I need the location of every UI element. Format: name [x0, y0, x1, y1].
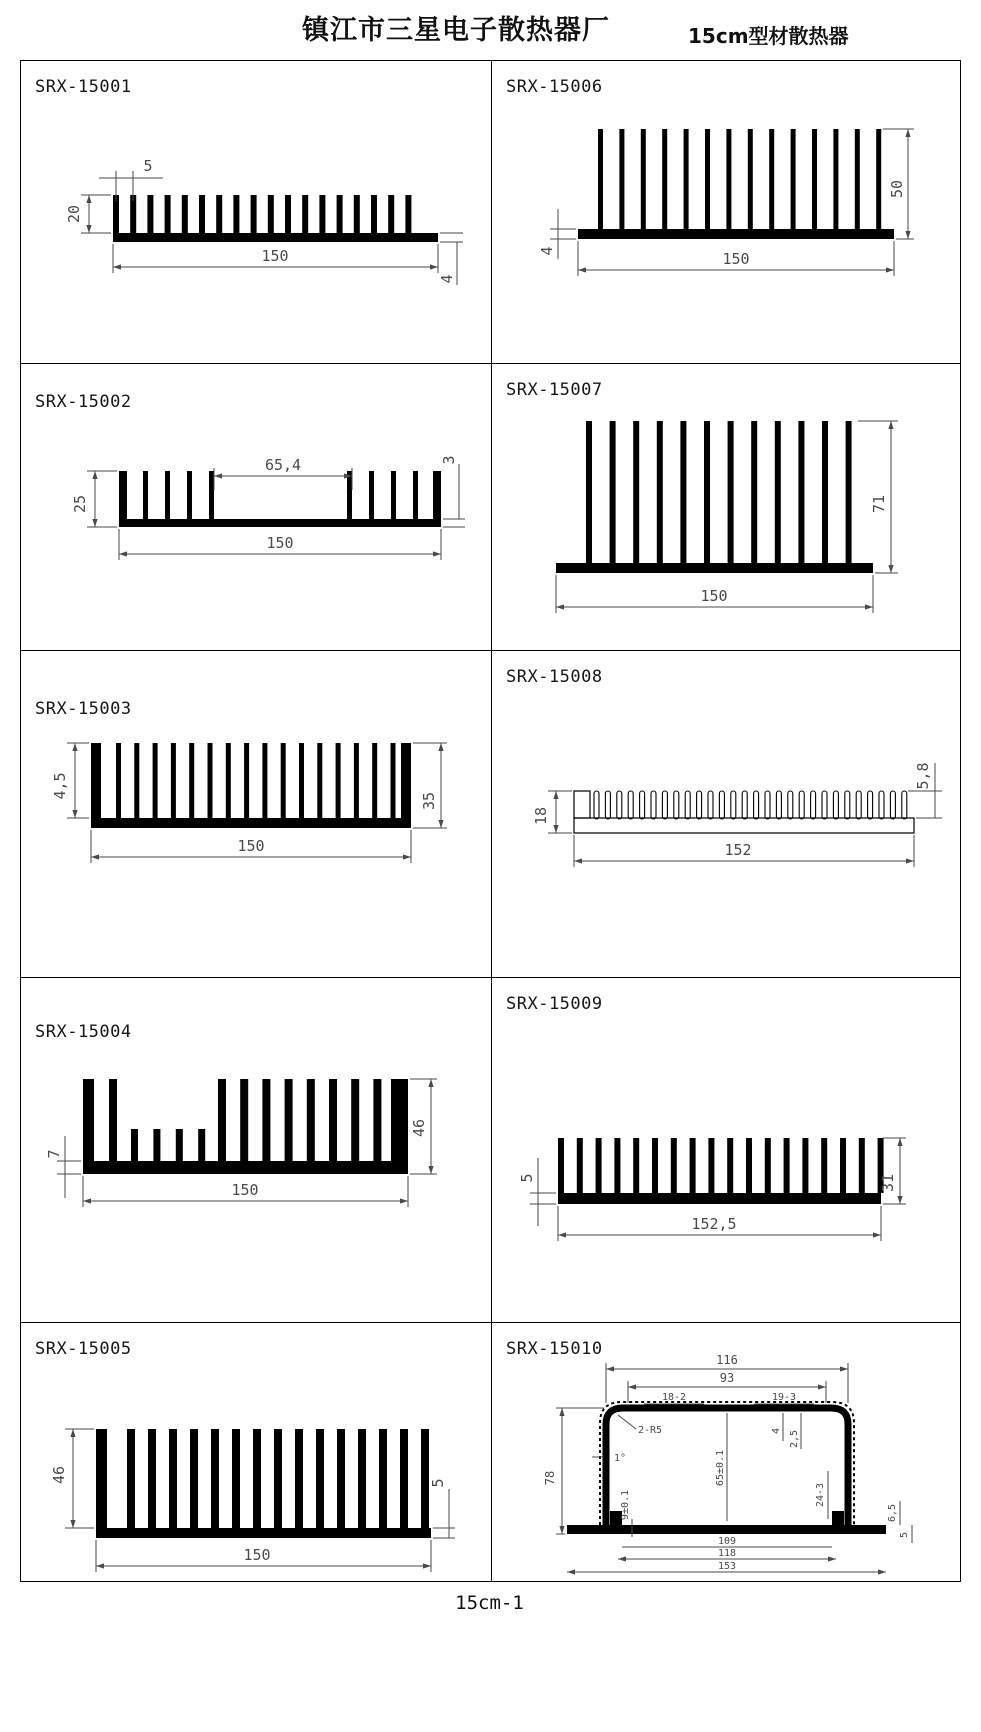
dim-height: 46	[50, 1465, 68, 1485]
dim-base: 3	[440, 455, 458, 465]
dim-pitch: 5	[143, 157, 153, 175]
profile-grid	[20, 60, 961, 1582]
dim-base: 4	[438, 274, 456, 284]
dim-height: 78	[543, 1470, 557, 1486]
cell-srx-15007	[492, 364, 960, 651]
dim-inner-width: 93	[719, 1371, 735, 1385]
dim-side: 24-3	[815, 1482, 826, 1508]
dim-gap: 65,4	[264, 456, 302, 474]
profile-drawing-srx-15001	[21, 61, 492, 364]
dim-height: 50	[888, 179, 906, 199]
model-label: SRX-15005	[35, 1339, 132, 1359]
dim-corner-radius: 2-R5	[638, 1425, 663, 1436]
profile-drawing-srx-15003	[21, 651, 492, 978]
dim-base: 5	[429, 1478, 447, 1488]
dim-fin: 5,8	[914, 762, 932, 790]
dim-width: 150	[700, 587, 728, 605]
dim-height: 18	[532, 806, 550, 826]
base-plate	[113, 233, 438, 242]
dim-inner-height: 65±0.1	[715, 1449, 726, 1487]
tall-fins	[218, 1079, 381, 1161]
dim-foot-a: 6,5	[887, 1503, 898, 1523]
profile-drawing-srx-15005	[21, 1323, 492, 1581]
dim-foot-b: 5	[899, 1531, 910, 1539]
model-label: SRX-15007	[506, 380, 603, 400]
cell-srx-15009	[492, 978, 960, 1323]
profile-drawing-srx-15009	[492, 978, 960, 1323]
base-plate	[96, 1528, 431, 1538]
cell-srx-15004	[21, 978, 492, 1323]
dim-top-width: 116	[716, 1353, 738, 1367]
dim-width: 150	[266, 534, 294, 552]
dim-slot-a: 18-2	[661, 1392, 687, 1403]
dim-width: 150	[722, 250, 750, 268]
fins-outline	[594, 791, 907, 819]
base-plate-outline	[574, 818, 914, 833]
left-step-outline	[574, 791, 590, 818]
dim-width: 152,5	[691, 1215, 737, 1233]
profile-drawing-srx-15010	[492, 1323, 960, 1581]
model-label: SRX-15003	[35, 699, 132, 719]
dim-slot-b: 19-3	[771, 1392, 797, 1403]
right-wall	[401, 743, 411, 818]
fins-right	[347, 471, 418, 519]
base-plate	[558, 1193, 881, 1204]
dim-total-width: 153	[717, 1561, 737, 1572]
dim-height: 31	[879, 1173, 897, 1193]
profile-drawing-srx-15004	[21, 978, 492, 1323]
model-label: SRX-15002	[35, 392, 132, 412]
right-wall	[433, 471, 441, 519]
page-subtitle: 15cm型材散热器	[688, 24, 849, 48]
dim-width: 150	[243, 1546, 271, 1564]
left-wall	[83, 1079, 94, 1161]
dim-step-a: 4	[771, 1427, 782, 1435]
model-label: SRX-15009	[506, 994, 603, 1014]
base-plate	[119, 519, 441, 527]
fins	[598, 129, 881, 229]
right-wall	[391, 1079, 408, 1161]
dim-height: 71	[870, 494, 888, 514]
dim-width: 150	[261, 247, 289, 265]
fins	[116, 743, 396, 818]
cell-srx-15005	[21, 1323, 492, 1581]
page-number: 15cm-1	[455, 1592, 524, 1614]
model-label: SRX-15001	[35, 77, 132, 97]
fins	[113, 195, 411, 234]
dim-base: 7	[45, 1149, 63, 1159]
left-wall	[91, 743, 101, 818]
base-plate	[83, 1161, 408, 1174]
cell-srx-15001	[21, 61, 492, 364]
dim-width: 150	[231, 1181, 259, 1199]
dim-inner-span: 109	[717, 1536, 737, 1547]
left-wall	[96, 1429, 107, 1528]
model-label: SRX-15006	[506, 77, 603, 97]
dim-width: 150	[237, 837, 265, 855]
dim-height: 35	[420, 791, 438, 811]
profile-drawing-srx-15007	[492, 364, 960, 651]
fins	[558, 1138, 884, 1193]
dim-width: 152	[724, 841, 752, 859]
fins	[127, 1429, 429, 1528]
dim-fin-height: 20	[65, 204, 83, 224]
model-label: SRX-15010	[506, 1339, 603, 1359]
profile-drawing-srx-15008	[492, 651, 960, 978]
short-fins	[131, 1129, 205, 1161]
dim-height: 46	[410, 1118, 428, 1138]
dim-base-thickness: 9±0.1	[620, 1489, 631, 1521]
cell-srx-15002	[21, 364, 492, 651]
cell-srx-15006	[492, 61, 960, 364]
profile-drawing-srx-15002	[21, 364, 492, 651]
model-label: SRX-15008	[506, 667, 603, 687]
left-wall	[119, 471, 127, 519]
dim-mid-span: 118	[717, 1548, 737, 1559]
boss-right	[832, 1511, 844, 1525]
fins	[586, 421, 852, 563]
cell-srx-15008	[492, 651, 960, 978]
base-plate	[567, 1525, 886, 1534]
dim-draft-angle: 1°	[614, 1453, 627, 1464]
tall-fin	[109, 1079, 117, 1161]
fins-left	[143, 471, 214, 519]
base-plate	[556, 563, 873, 573]
cell-srx-15010	[492, 1323, 960, 1581]
dim-fin-height: 25	[71, 494, 89, 514]
dim-base: 4	[538, 246, 556, 256]
model-label: SRX-15004	[35, 1022, 132, 1042]
dim-base: 5	[518, 1173, 536, 1183]
page-title: 镇江市三星电子散热器厂	[302, 15, 610, 46]
base-plate	[91, 818, 411, 828]
base-plate	[578, 229, 894, 239]
dim-step-b: 2,5	[789, 1429, 800, 1449]
dim-left: 4,5	[51, 772, 69, 800]
cell-srx-15003	[21, 651, 492, 978]
profile-drawing-srx-15006	[492, 61, 960, 364]
